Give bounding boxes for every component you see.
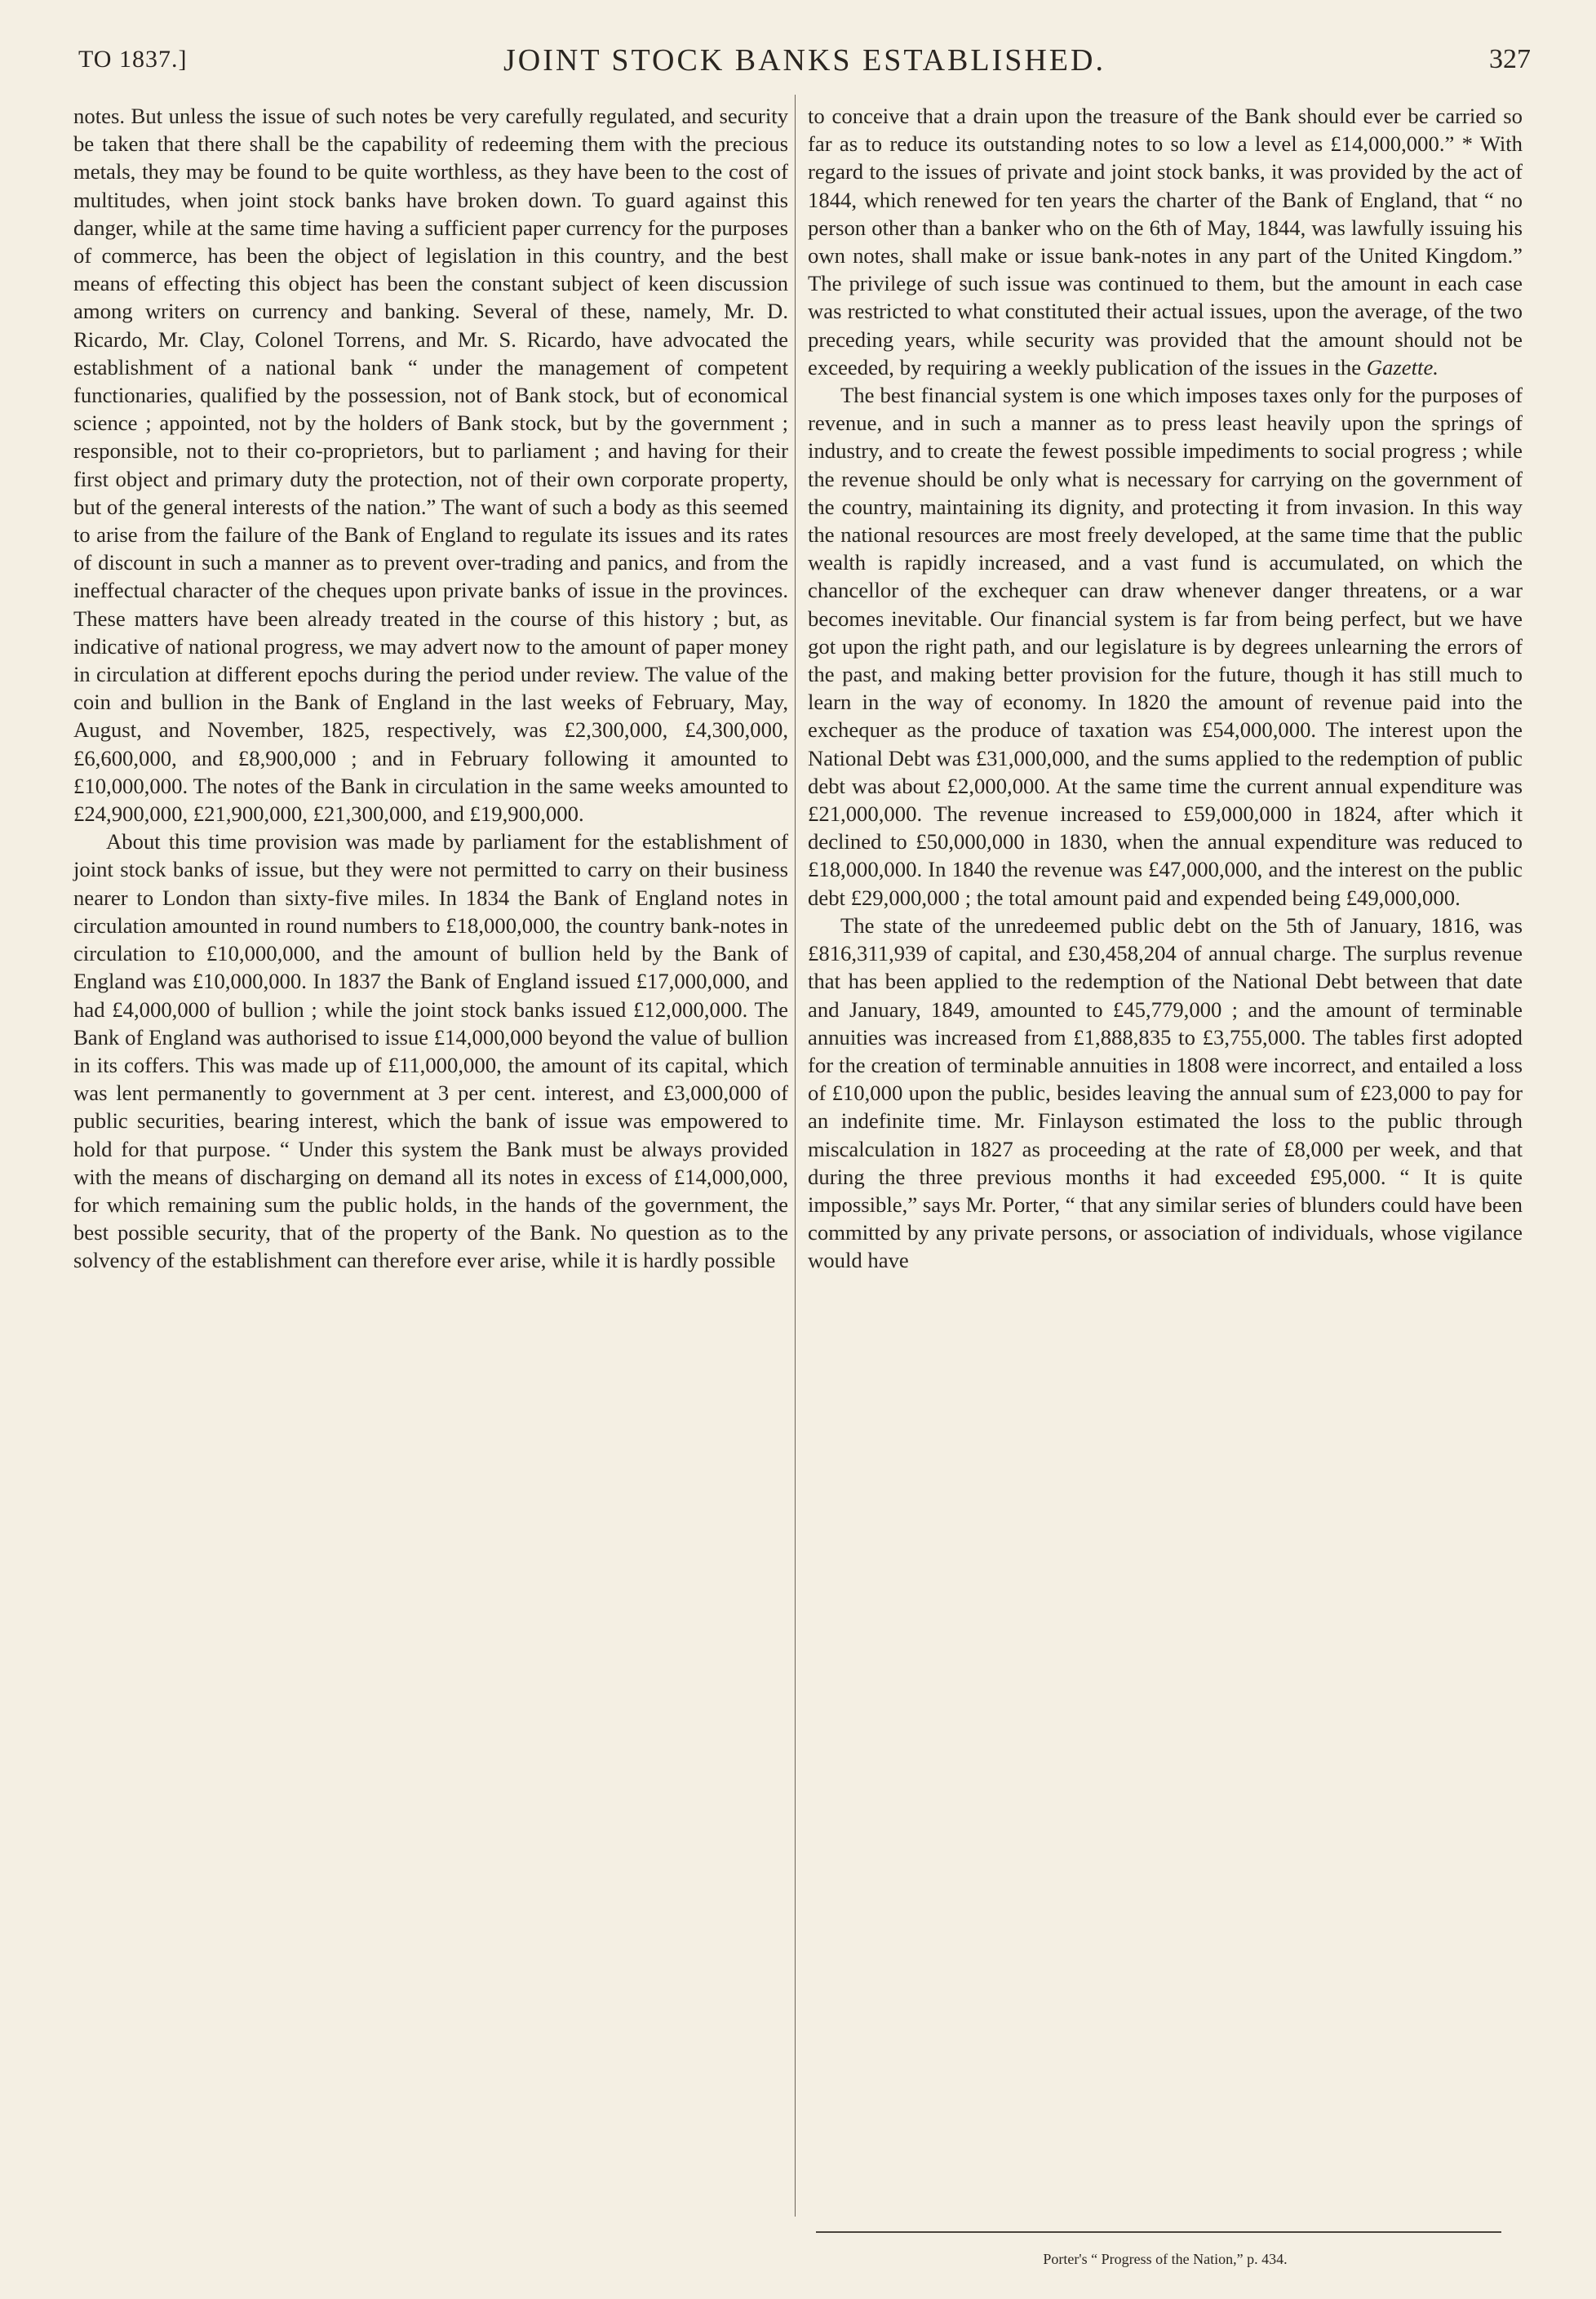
left-column [73,102,788,1275]
right-paragraph-1-text: to conceive that a drain upon the treasure of the Bank should ever be carried so far as to reduce its outstanding notes to so low a level as £14,000,000.” * With regard to the issues of private and joint stock banks, it was provided by the act of 1844, which renewed for ten years the charter of the Bank of England, that “ no person other than a banker who on the 6th of May, 1844, was lawfully issuing his own notes, shall make or issue bank-notes in any part of the United Kingdom.” The privilege of such issue was continued to them, but the amount in each case was restricted to what constituted their actual issues, upon the average, of the two preceding years, while security was provided that the amount should not be exceeded, by requiring a weekly publication of the issues in the [808,104,1523,379]
column-divider [795,95,796,2217]
right-paragraph-1 [808,102,1523,381]
header-title: JOINT STOCK BANKS ESTABLISHED. [503,43,1106,78]
right-paragraph-2: The best financial system is one which imposes taxes only for the purposes of revenue, and in such a manner as to press least heavily upon the springs of industry, and to create the fewest possible impediments to social progress ; while the revenue should be only what is necessary for carrying on the government of the country, maintaining its dignity, and protecting it from invasion. In this way the national resources are most freely developed, at the same time that the public wealth is rapidly increased, and a vast fund is accumulated, on which the chancellor of the exchequer can draw whenever danger threatens, or a war becomes inevitable. Our financial system is far from being perfect, but we have got upon the right path, and our legislature is by degrees unlearning the errors of the past, and making better provision for the future, though it has still much to learn in the way of economy. In 1820 the amount of revenue paid into the exchequer as the produce of taxation was £54,000,000. The interest upon the National Debt was £31,000,000, and the sums applied to the redemption of public debt was about £2,000,000. At the same time the current annual expenditure was £21,000,000. The revenue increased to £59,000,000 in 1824, after which it declined to £50,000,000 in 1830, when the annual expenditure was reduced to £18,000,000. In 1840 the revenue was £47,000,000, and the interest on the public debt £29,000,000 ; the total amount paid and expended being £49,000,000. [808,383,1523,910]
page-number: 327 [1489,44,1531,74]
right-column [808,102,1523,1275]
gazette-italic: Gazette. [1366,354,1439,379]
right-paragraph-3: The state of the unredeemed public debt on the 5th of January, 1816, was £816,311,939 of capital, and £30,458,204 of annual charge. The surplus revenue that has been applied to the redemption of the National Debt between that date and January, 1849, amounted to £45,779,000 ; and the amount of terminable annuities was increased from £1,888,835 to £3,755,000. The tables first adopted for the creation of terminable annuities in 1808 were incorrect, and entailed a loss of £10,000 upon the public, besides leaving the annual sum of £23,000 to pay for an indefinite time. Mr. Finlayson estimated the loss to the public through miscalculation in 1827 as proceeding at the rate of £8,000 per week, and that during the three previous months it had exceeded £95,000. “ It is quite impossible,” says Mr. Porter, “ that any similar series of blunders could have been committed by any private persons, or association of individuals, whose vigilance would have [808,912,1523,1273]
footnote-divider [816,2231,1501,2233]
header-date-range: TO 1837.] [78,46,188,73]
running-header [78,41,1531,83]
left-paragraph-2: About this time provision was made by parliament for the establishment of joint stock banks of issue, but they were not permitted to carry on their business nearer to London than sixty-five miles. In 1834 the Bank of England notes in circulation amounted in round numbers to £18,000,000, the country bank-notes in circulation to £10,000,000, and the amount of bullion held by the Bank of England was £10,000,000. In 1837 the Bank of England issued £17,000,000, and had £4,000,000 of bullion ; while the joint stock banks issued £12,000,000. The Bank of England was authorised to issue £14,000,000 beyond the value of bullion in its coffers. This was made up of £11,000,000, the amount of its capital, which was lent permanently to government at 3 per cent. interest, and £3,000,000 of public securities, bearing interest, which the bank of issue was empowered to hold for that purpose. “ Under this system the Bank must be always provided with the means of discharging on demand all its notes in excess of £14,000,000, for which remaining sum the public holds, in the hands of the government, the best possible security, that of the property of the Bank. No question as to the solvency of the establishment can therefore ever arise, while it is hardly possible [73,829,788,1273]
footnote: Porter's “ Progress of the Nation,” p. 434. [1043,2251,1288,2267]
left-paragraph-1: notes. But unless the issue of such notes be very carefully regulated, and security be taken that there shall be the capability of redeeming them with the precious metals, they may be found to be quite worthless, as they have been to the cost of multitudes, when joint stock banks have broken down. To guard against this danger, while at the same time having a sufficient paper currency for the purposes of commerce, has been the object of legislation in this country, and the best means of effecting this object has been the constant subject of keen discussion among writers on currency and banking. Several of these, namely, Mr. D. Ricardo, Mr. Clay, Colonel Torrens, and Mr. S. Ricardo, have advocated the establishment of a national bank “ under the management of competent functionaries, qualified by the possession, not of Bank stock, but of economical science ; appointed, not by the holders of Bank stock, but by the government ; responsible, not to their co-proprietors, but to parliament ; and having for their first object and primary duty the protection, not of their own corporate property, but of the general interests of the nation.” The want of such a body as this seemed to arise from the failure of the Bank of England to regulate its issues and its rates of discount in such a manner as to prevent over-trading and panics, and from the ineffectual character of the cheques upon private banks of issue in the provinces. These matters have been already treated in the course of this history ; but, as indicative of national progress, we may advert now to the amount of paper money in circulation at different epochs during the period under review. The value of the coin and bullion in the Bank of England in the last weeks of February, May, August, and November, 1825, respectively, was £2,300,000, £4,300,000, £6,600,000, and £8,900,000 ; and in February following it amounted to £10,000,000. The notes of the Bank in circulation in the same weeks amounted to £24,900,000, £21,900,000, £21,300,000, and £19,900,000. [73,104,788,827]
